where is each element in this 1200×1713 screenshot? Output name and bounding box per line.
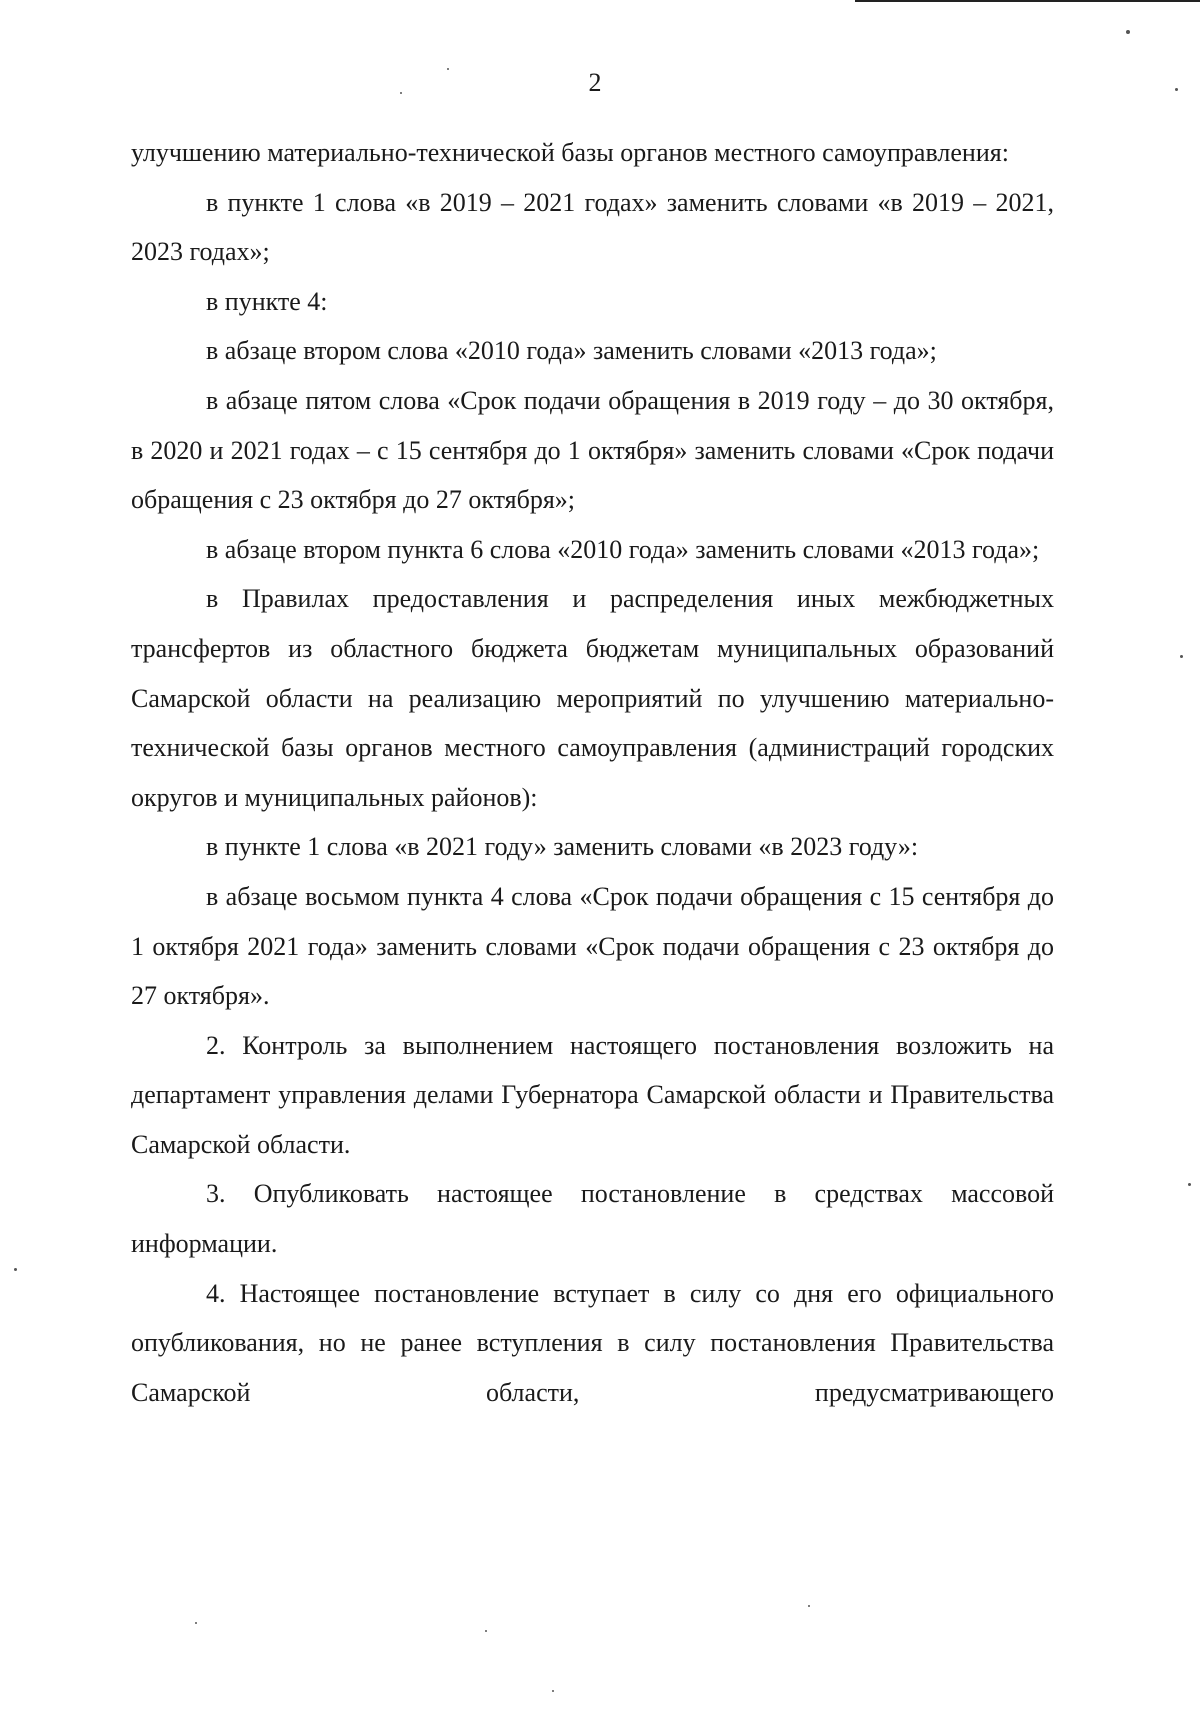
scan-speck bbox=[447, 68, 449, 70]
scan-speck bbox=[1175, 88, 1178, 91]
scan-speck bbox=[808, 1605, 810, 1607]
paragraph-amendment-point-1: в пункте 1 слова «в 2019 – 2021 годах» заменить словами «в 2019 – 2021, 2023 годах»; bbox=[131, 187, 1054, 267]
paragraph-clause-3: 3. Опубликовать настоящее постановление в средствах массовой информации. bbox=[131, 1179, 1054, 1259]
paragraph-second-subparagraph: в абзаце втором слова «2010 года» заменить словами «2013 года»; bbox=[206, 336, 937, 366]
top-edge-rule bbox=[855, 0, 1200, 2]
paragraph-rules-intro: в Правилах предоставления и распределения иных межбюджетных трансфертов из областного бюджета бюджетам муниципальных образований Самарской области на реализацию мероприятий по улучшению материально-технической базы органов местного самоуправления (администраций городских округов и муниципальных районов): bbox=[131, 584, 1054, 812]
paragraph-clause-2: 2. Контроль за выполнением настоящего постановления возложить на департамент управления делами Губернатора Самарской области и Правительства Самарской области. bbox=[131, 1030, 1054, 1159]
scan-speck bbox=[552, 1690, 554, 1692]
scan-speck bbox=[14, 1268, 17, 1271]
paragraph-rules-point-4: в абзаце восьмом пункта 4 слова «Срок подачи обращения с 15 сентября до 1 октября 2021 года» заменить словами «Срок подачи обращения с 23 октября до 27 октября». bbox=[131, 881, 1054, 1011]
scan-speck bbox=[400, 92, 402, 94]
scan-speck bbox=[195, 1622, 197, 1624]
paragraph-point-4-header: в пункте 4: bbox=[206, 286, 328, 316]
paragraph-clause-4: 4. Настоящее постановление вступает в силу со дня его официального опубликования, но не ранее вступления в силу постановления Правительства Самарской области, предусматривающего bbox=[131, 1278, 1054, 1407]
paragraph-fifth-subparagraph: в абзаце пятом слова «Срок подачи обращения в 2019 году – до 30 октября, в 2020 и 2021 годах – с 15 сентября до 1 октября» заменить словами «Срок подачи обращения с 23 октября до 27 октября»; bbox=[131, 385, 1054, 515]
document-body bbox=[131, 128, 1054, 1417]
scan-speck bbox=[1188, 1183, 1191, 1186]
scan-speck bbox=[1180, 655, 1183, 658]
scan-speck bbox=[1126, 30, 1130, 34]
paragraph-rules-point-1: в пункте 1 слова «в 2021 году» заменить словами «в 2023 году»: bbox=[206, 832, 919, 862]
page-number: 2 bbox=[588, 68, 602, 97]
scan-speck bbox=[485, 1630, 487, 1632]
paragraph-point-6: в абзаце втором пункта 6 слова «2010 года» заменить словами «2013 года»; bbox=[206, 534, 1040, 564]
paragraph-continuation: улучшению материально-технической базы органов местного самоуправления: bbox=[131, 138, 1009, 167]
